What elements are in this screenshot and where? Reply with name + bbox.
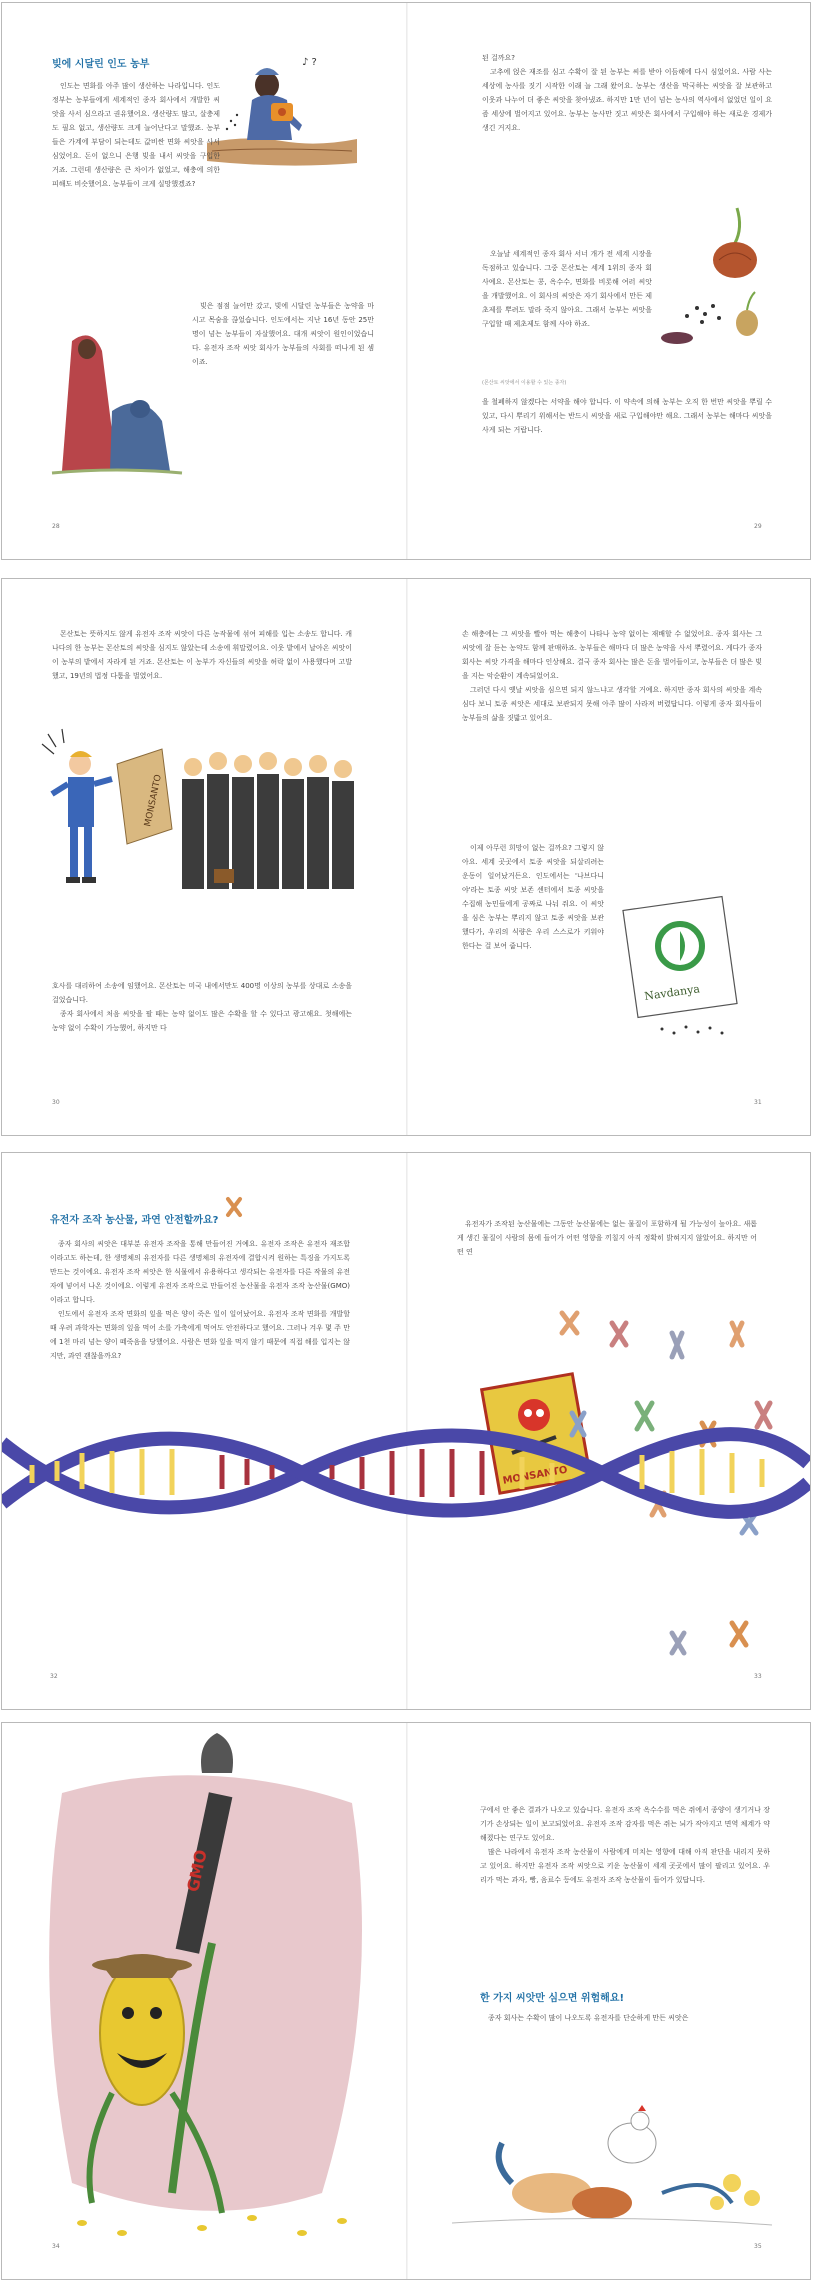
body-text-right-top <box>482 51 772 135</box>
paragraph: 오늘날 세계적인 종자 회사 서너 개가 전 세계 시장을 독점하고 있습니다. 그중 몬산토는 세계 1위의 종자 회사예요. 몬산토는 콩, 옥수수, 면화를 비롯해 여러 씨앗을 개발했어요. 이 회사의 씨앗은 자기 회사에서 만든 제초제를 뿌려도 말라 죽지 않아요. 그래서 농부는 씨앗을 구입할 때 제초제도 함께 사야 하죠. <box>482 250 652 328</box>
body-text-right-middle <box>482 247 652 331</box>
body-text-left-bottom <box>52 979 352 1035</box>
section-heading: 한 가지 씨앗만 심으면 위험해요! <box>480 1993 625 2004</box>
page-number-left: 34 <box>52 2243 60 2250</box>
page-number-right: 31 <box>754 1099 762 1106</box>
paragraph: 종자 회사에서 처음 씨앗을 팔 때는 농약 없이도 많은 수확을 할 수 있다고 광고해요. 첫해에는 농약 없이 수확이 가능했어, 하지만 다 <box>52 1010 352 1032</box>
paragraph: 빚은 점점 늘어만 갔고, 빚에 시달린 농부들은 농약을 마시고 목숨을 끊었습니다. 인도에서는 지난 16년 동안 25만 명이 넘는 농부들이 자살했어요. 대개 씨앗이 원인이었습니다. 유전자 조작 씨앗 회사가 농부들의 사회를 떠나게 된 셈이죠. <box>192 302 374 366</box>
farmer-vs-corporation-illustration <box>32 719 372 919</box>
monsanto-box <box>117 749 172 844</box>
body-text-right-bottom <box>482 395 772 437</box>
body-text-left-bottom <box>192 299 374 369</box>
spread-pages-28-29 <box>1 2 811 560</box>
paragraph: 인도에서 유전자 조작 면화의 잎을 먹은 양이 죽은 일이 일어났어요. 유전자 조작 면화를 개발할 때 우려 과학자는 면화의 잎을 먹어 소를 가축에게 먹여도 안전하다고 했어요. 그러나 겨우 몇 주 만에 1천 마리 넘는 양이 떼죽음을 당했어요. 사람은 면화 잎을 먹지 않기 때문에 직접 해를 입지는 않지만, 과연 괜찮을까요? <box>50 1310 350 1360</box>
paragraph: 구에서 안 좋은 결과가 나오고 있습니다. 유전자 조작 옥수수를 먹은 쥐에서 종양이 생기거나 장기가 손상되는 일이 보고되었어요. 유전자 조작 감자를 먹은 쥐는 뇌가 작아지고 면역 체계가 약해졌다는 연구도 있어요. <box>480 1806 770 1842</box>
page-gutter <box>406 3 408 559</box>
svg-text:♪ ?: ♪ ? <box>302 57 317 68</box>
section-heading: 유전자 조작 농산물, 과연 안전할까요? <box>50 1215 219 1226</box>
monsanto-box-label: MONSANTO <box>143 773 164 828</box>
paragraph: 그러던 다시 옛날 씨앗을 심으면 되지 않느냐고 생각할 거예요. 하지만 종자 회사의 씨앗을 계속 심다 보니 토종 씨앗은 세대로 보관되지 못해 아주 많이 사라져 버렸답니다. 이렇게 종자 회사들이 농부들의 삶을 짓밟고 있어요. <box>462 686 762 722</box>
body-text-right-bottom <box>480 2011 770 2025</box>
chromosome-icon <box>224 1197 244 1217</box>
spread-pages-32-33 <box>1 1152 811 1710</box>
paragraph: 종자 회사의 씨앗은 대부분 유전자 조작을 통해 만들어진 거예요. 유전자 조작은 유전자 재조합이라고도 하는데, 한 생명체의 유전자를 다른 생명체의 유전자에 결합시켜 원하는 특징을 가지도록 만드는 것이에요. 유전자 조작 씨앗은 한 식물에서 유용하다고 생각되는 유전자를 다른 작물의 유전자에 넣어서 나온 것이에요. 이렇게 유전자 조작으로 만들어진 농산물을 유전자 조작 농산물(GMO)이라고 합니다. <box>50 1240 350 1304</box>
body-text-right <box>457 1217 757 1259</box>
navdanya-logo-card <box>622 891 752 1041</box>
page-number-left: 32 <box>50 1673 58 1680</box>
page-gutter <box>406 579 408 1135</box>
seeds-and-bulb-illustration <box>657 198 777 378</box>
paragraph: 유전자가 조작된 농산물에는 그동안 농산물에는 없는 물질이 포함하게 될 가능성이 높아요. 새롭게 생긴 물질이 사람의 몸에 들어가 어떤 영향을 끼칠지 아직 정확히 밝혀지지 않았어요. 하지만 어떤 연 <box>457 1220 757 1256</box>
paragraph: 종자 회사는 수확이 많이 나오도록 유전자를 단순하게 만든 씨앗은 <box>488 2014 689 2022</box>
farmer-sowing-illustration <box>207 55 357 170</box>
body-text-right-bottom <box>462 841 604 953</box>
paragraph: 호사를 대리하여 소송에 임했어요. 몬산토는 미국 내에서만도 400명 이상의 농부를 상대로 소송을 걸었습니다. <box>52 982 352 1004</box>
navdanya-label: Navdanya <box>643 982 701 1003</box>
body-text-right-top <box>480 1803 770 1887</box>
paragraph: 인도는 면화를 아주 많이 생산하는 나라입니다. 인도 정부는 농부들에게 세계적인 종자 회사에서 개발한 씨앗을 사서 심으라고 권유했어요. 생산량도 많고, 살충제도 필요 없고, 생산량도 크게 늘어난다고 말했죠. 농부들은 가계에 부담이 되는데도 값비싼 면화 씨앗을 사서 심었어요. 돈이 없으니 은행 빚을 내서 씨앗을 구입한 거죠. 그런데 생산량은 큰 차이가 없었고, 해충에 의한 피해도 비슷했어요. 농부들이 크게 실망했겠죠? <box>52 82 220 188</box>
paragraph: 된 걸까요? <box>482 54 515 62</box>
section-heading: 빚에 시달린 인도 농부 <box>52 59 150 70</box>
gmo-corn-illustration <box>22 1733 392 2253</box>
page-number-left: 28 <box>52 523 60 530</box>
body-text-left <box>50 1237 350 1363</box>
spread-pages-34-35 <box>1 1722 811 2280</box>
grieving-women-illustration <box>42 321 192 481</box>
page-number-right: 33 <box>754 1673 762 1680</box>
body-text-right-top <box>462 627 762 725</box>
dna-helix-illustration <box>2 1413 808 1533</box>
spread-pages-30-31 <box>1 578 811 1136</box>
page-gutter <box>406 1723 408 2279</box>
image-caption: (몬산토 씨앗에서 이용할 수 있는 종자) <box>482 380 567 386</box>
paragraph: 손 해충에는 그 씨앗을 빨아 먹는 해충이 나타나 농약 없이는 재배할 수 없었어요. 종자 회사는 그 씨앗에 잘 듣는 농약도 함께 판매하죠. 농부들은 해마다 더 많은 농약을 사서 뿌렸어요. 게다가 종자 회사는 씨앗 가격을 해마다 인상해요. 결국 종자 회사는 많은 돈을 벌어들이고, 농부들은 더 많은 빚을 지는 악순환이 계속되었어요. <box>462 630 762 680</box>
paragraph: 몬산토는 뜻하지도 않게 유전자 조작 씨앗이 다른 농작물에 섞여 피해를 입는 소송도 합니다. 캐나다의 한 농부는 몬산토의 씨앗을 심지도 않았는데 소송에 휘말렸어요. 이웃 밭에서 날아온 씨앗이 이 농부의 밭에서 자라게 된 거죠. 몬산토는 이 농부가 자신들의 씨앗을 허락 없이 사용했다며 고발했고, 19년의 법정 다툼을 벌였어요. <box>52 630 352 680</box>
paragraph: 많은 나라에서 유전자 조작 농산물이 사람에게 미치는 영향에 대해 아직 판단을 내리지 못하고 있어요. 하지만 유전자 조작 씨앗으로 키운 농산물이 세계 곳곳에서 많이 팔리고 있어요. 우리가 먹는 과자, 빵, 음료수 등에도 유전자 조작 농산물이 들어가 있답니다. <box>480 1848 770 1884</box>
paragraph: 고추에 얹은 재조를 심고 수확이 잘 된 농부는 씨를 받아 이듬해에 다시 심었어요. 사람 사는 세상에 농사를 짓기 시작한 이래 늘 그래 왔어요. 농부는 생산을 막국하는 씨앗을 잘 보관하고 이웃과 나누어 더 좋은 씨앗을 찾아냈죠. 하지만 1만 년이 넘는 농사의 역사에서 없었던 일이 요즘 세상에 벌어지고 있어요. 농부는 농사만 짓고 씨앗은 회사에서 구입해야 하는 새로운 경제가 생긴 거지요. <box>482 68 772 132</box>
page-number-right: 29 <box>754 523 762 530</box>
monsanto-sign-label: MONSANTO <box>501 1464 569 1487</box>
chickens-illustration <box>432 2073 792 2243</box>
body-text-left-top <box>52 627 352 683</box>
page-number-left: 30 <box>52 1099 60 1106</box>
paragraph: 이제 아무런 희망이 없는 걸까요? 그렇지 않아요. 세계 곳곳에서 토종 씨앗을 되살리려는 운동이 일어났거든요. 인도에서는 '나브다니야'라는 토종 씨앗 보존 센터에서 토종 씨앗을 수집해 농민들에게 공짜로 나눠 줘요. 이 씨앗을 심은 농부는 뿌리지 않고 토종 씨앗을 보관했다가, 우리의 식량은 우리 스스로가 키워야 한다는 걸 보여 줍니다. <box>462 844 604 950</box>
gmo-label: GMO <box>183 1847 211 1894</box>
paragraph: 을 철폐하지 않겠다는 서약을 해야 합니다. 이 약속에 의해 농부는 오직 한 번만 씨앗을 뿌릴 수 있고, 다시 뿌리기 위해서는 반드시 씨앗을 새로 구입해야만 해요. 그래서 농부는 해마다 씨앗을 사게 되는 거랍니다. <box>482 398 772 434</box>
body-text-left-top <box>52 79 220 191</box>
page-number-right: 35 <box>754 2243 762 2250</box>
